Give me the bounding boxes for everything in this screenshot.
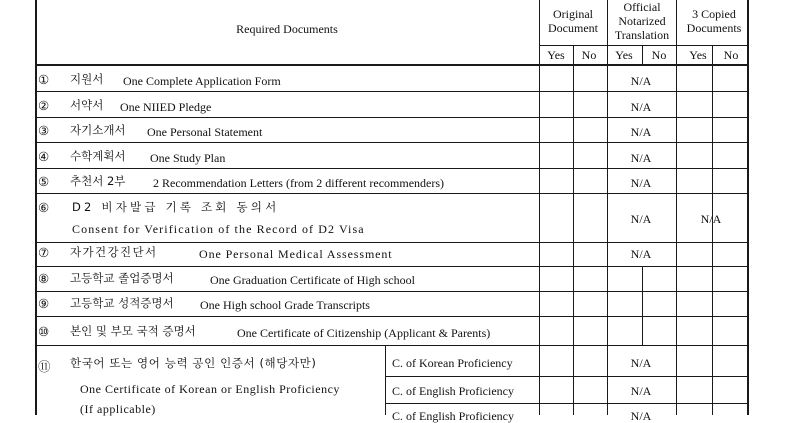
grid-line-v — [747, 0, 749, 415]
grid-line-h — [35, 266, 747, 267]
row-8-korean: 고등학교 졸업증명서 — [70, 271, 174, 285]
original-no-label: No — [581, 48, 597, 62]
grid-line-v — [607, 0, 608, 415]
row-10-number: ⑩ — [38, 325, 50, 339]
grid-line-v — [385, 345, 386, 415]
row-7-english: One Personal Medical Assessment — [199, 247, 393, 261]
original-yes-label: Yes — [547, 48, 565, 62]
row-8-english: One Graduation Certificate of High school — [210, 273, 415, 287]
header-original-line-1: Original — [553, 7, 593, 21]
grid-line-h — [35, 291, 747, 292]
row-5-translation-na: N/A — [630, 176, 652, 190]
row-6-translation-na: N/A — [630, 212, 652, 226]
grid-line-v — [676, 0, 677, 415]
translation-no-label: No — [651, 48, 667, 62]
row-3-translation-na: N/A — [630, 125, 652, 139]
row-1-korean: 지원서 — [70, 72, 104, 86]
row-4-number: ④ — [38, 150, 50, 164]
row-2-english: One NIIED Pledge — [120, 100, 212, 114]
row-9-korean: 고등학교 성적증명서 — [70, 296, 174, 310]
grid-line-h — [35, 142, 747, 143]
row-11-korean: 한국어 또는 영어 능력 공인 인증서 (해당자만) — [70, 356, 317, 370]
grid-line-h — [35, 193, 747, 194]
row-10-korean: 본인 및 부모 국적 증명서 — [70, 324, 196, 338]
row-2-korean: 서약서 — [70, 98, 104, 112]
translation-yes-label: Yes — [615, 48, 633, 62]
row-11-sub-2-label: C. of English Proficiency — [392, 384, 514, 398]
grid-line-h — [385, 403, 747, 404]
row-5-english: 2 Recommendation Letters (from 2 different recommenders) — [153, 176, 445, 190]
row-5-korean: 추천서 2부 — [70, 174, 126, 188]
header-original-document — [548, 7, 598, 35]
grid-line-v — [35, 0, 37, 415]
row-11-sub-3-translation-na: N/A — [630, 409, 652, 423]
grid-line-v — [642, 45, 643, 64]
row-4-english: One Study Plan — [150, 151, 226, 165]
header-official-notarized-translation — [615, 0, 669, 42]
header-three-copied-documents — [687, 7, 742, 35]
row-11-sub-3-label: C. of English Proficiency — [392, 409, 514, 423]
grid-line-h — [35, 242, 747, 243]
copies-yes-label: Yes — [689, 48, 707, 62]
header-required-documents: Required Documents — [236, 22, 338, 36]
row-11-sub-2-translation-na: N/A — [630, 384, 652, 398]
grid-line-h — [385, 376, 747, 377]
grid-line-v — [573, 45, 574, 415]
header-original-line-2: Document — [548, 21, 598, 36]
header-translation-line-1: Official — [623, 0, 661, 14]
header-copies-line-2: Documents — [686, 21, 742, 36]
row-9-number: ⑨ — [38, 297, 50, 311]
header-translation-line-2: Notarized — [618, 14, 666, 29]
grid-line-h — [539, 45, 747, 46]
row-6-korean: D2 비자발급 기록 조회 동의서 — [72, 200, 280, 214]
grid-line-h — [35, 64, 747, 66]
row-9-english: One High school Grade Transcripts — [200, 298, 370, 312]
row-6-number: ⑥ — [38, 201, 50, 215]
row-3-korean: 자기소개서 — [70, 123, 126, 137]
row-1-translation-na: N/A — [630, 74, 652, 88]
row-4-translation-na: N/A — [630, 151, 652, 165]
grid-line-h — [35, 345, 747, 346]
header-translation-line-3: Translation — [614, 28, 670, 43]
grid-line-h — [35, 316, 747, 317]
row-11-english-note: (If applicable) — [80, 402, 156, 416]
grid-line-h — [35, 117, 747, 118]
grid-line-h — [35, 168, 747, 169]
row-3-number: ③ — [38, 124, 50, 138]
row-8-number: ⑧ — [38, 272, 50, 286]
row-11-sub-1-label: C. of Korean Proficiency — [392, 356, 513, 370]
grid-line-v — [642, 266, 643, 345]
row-2-number: ② — [38, 99, 50, 113]
row-11-number: ⑪ — [38, 360, 51, 374]
row-7-korean: 자가건강진단서 — [70, 245, 158, 259]
row-6-copies-na: N/A — [700, 212, 722, 226]
row-4-korean: 수학계획서 — [70, 149, 126, 163]
grid-line-v — [539, 0, 540, 415]
grid-line-h — [35, 91, 747, 92]
row-7-translation-na: N/A — [630, 247, 652, 261]
row-11-english: One Certificate of Korean or English Proficiency — [80, 382, 340, 396]
row-6-english: Consent for Verification of the Record of D2 Visa — [72, 222, 365, 236]
grid-line-v — [712, 45, 713, 415]
row-1-english: One Complete Application Form — [123, 74, 281, 88]
row-1-number: ① — [38, 73, 50, 87]
copies-no-label: No — [723, 48, 739, 62]
row-5-number: ⑤ — [38, 175, 50, 189]
row-7-number: ⑦ — [38, 246, 50, 260]
row-10-english: One Certificate of Citizenship (Applicant & Parents) — [237, 326, 491, 340]
row-3-english: One Personal Statement — [147, 125, 263, 139]
row-2-translation-na: N/A — [630, 100, 652, 114]
header-copies-line-1: 3 Copied — [692, 7, 736, 21]
row-11-sub-1-translation-na: N/A — [630, 356, 652, 370]
